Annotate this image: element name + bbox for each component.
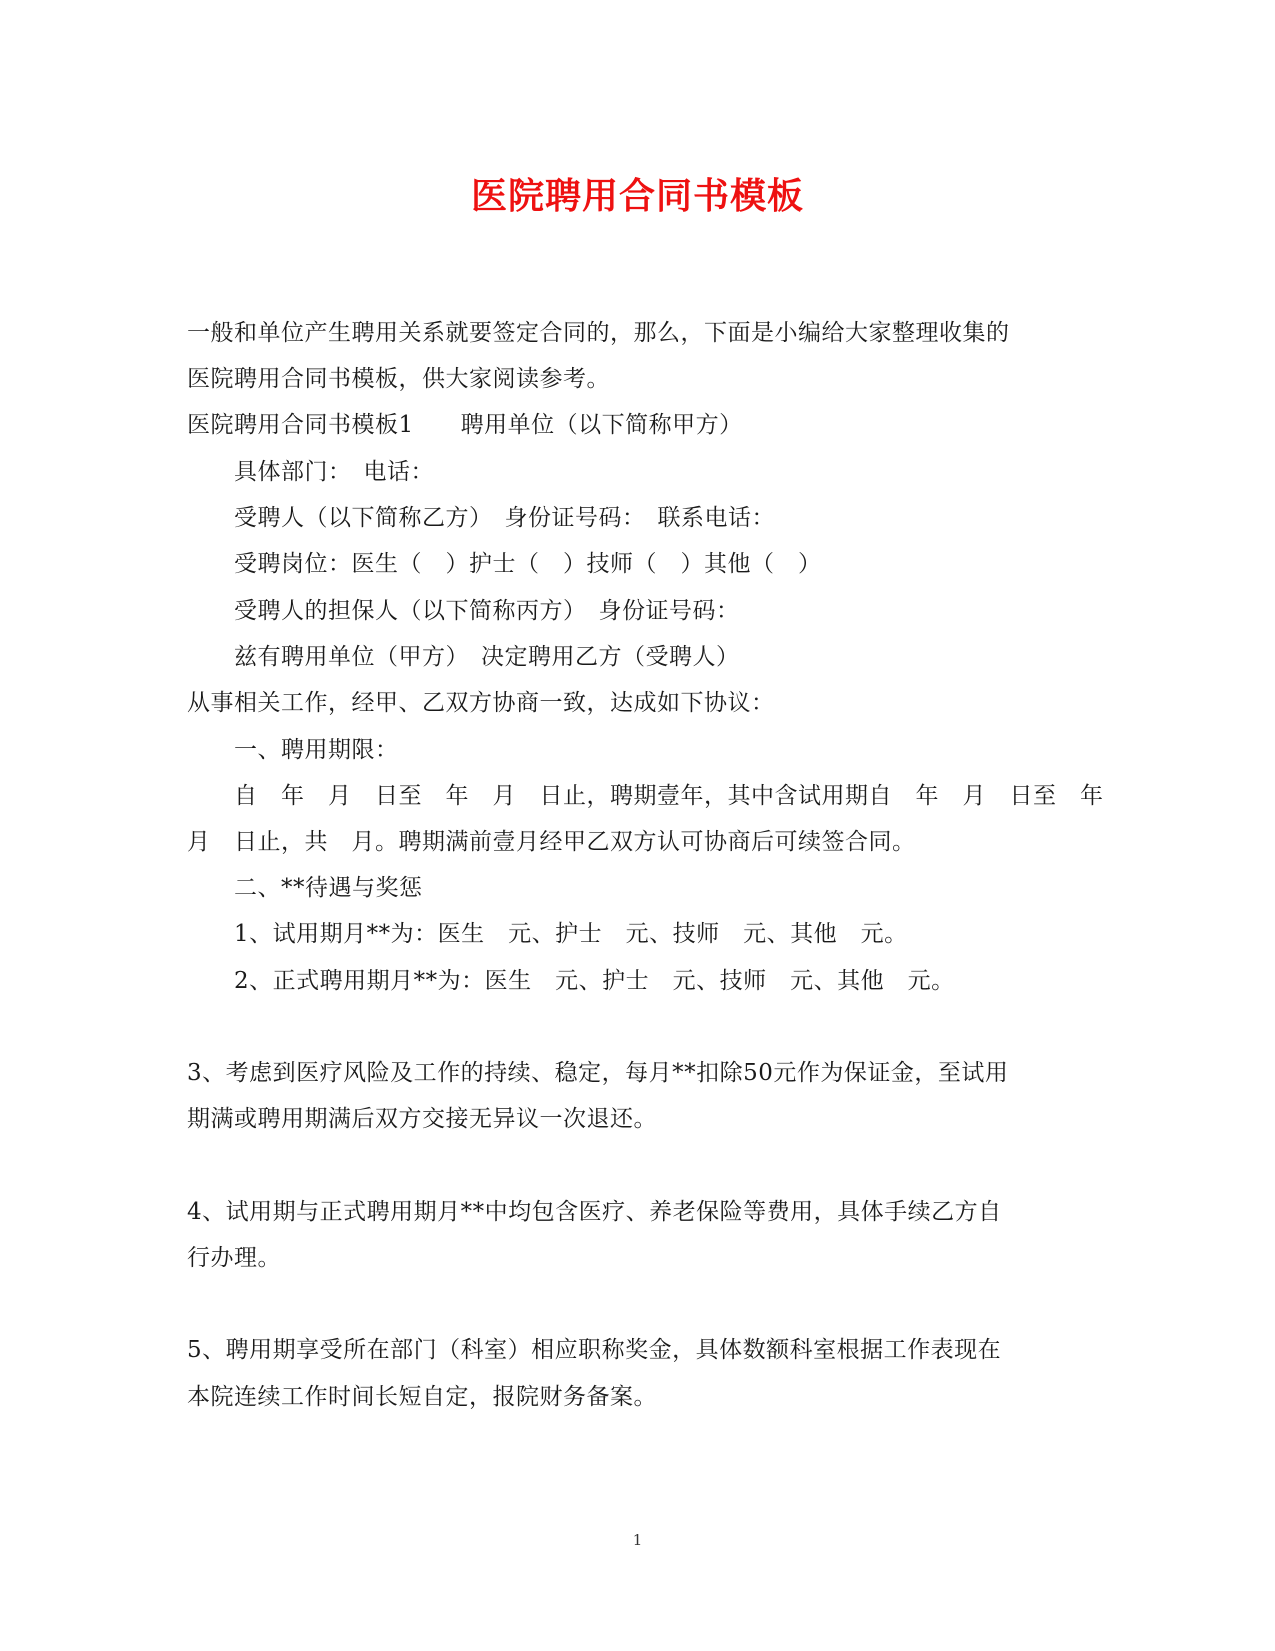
paragraph-line: 一般和单位产生聘用关系就要签定合同的，那么，下面是小编给大家整理收集的 (187, 320, 1010, 346)
document-title: 医院聘用合同书模板 (470, 175, 804, 217)
paragraph-line: 本院连续工作时间长短自定，报院财务备案。 (187, 1384, 657, 1410)
paragraph-line: 自 年 月 日至 年 月 日止，聘期壹年，其中含试用期自 年 月 日至 年 (234, 783, 1104, 809)
section-heading: 一、聘用期限： (234, 737, 399, 763)
paragraph-line: 3、考虑到医疗风险及工作的持续、稳定，每月**扣除50元作为保证金，至试用 (187, 1060, 1009, 1086)
paragraph-line: 2、正式聘用期月**为：医生 元、护士 元、技师 元、其他 元。 (234, 968, 955, 994)
paragraph-line: 行办理。 (187, 1245, 281, 1271)
paragraph-line: 受聘人（以下简称乙方） 身份证号码： 联系电话： (234, 505, 775, 531)
paragraph-line: 受聘岗位：医生（ ）护士（ ）技师（ ）其他（ ） (234, 551, 822, 577)
section-heading: 二、**待遇与奖惩 (234, 875, 423, 901)
paragraph-line: 医院聘用合同书模板，供大家阅读参考。 (187, 366, 610, 392)
paragraph-line: 具体部门： 电话： (234, 459, 434, 485)
paragraph-line: 受聘人的担保人（以下简称丙方） 身份证号码： (234, 598, 740, 624)
paragraph-line: 4、试用期与正式聘用期月**中均包含医疗、养老保险等费用，具体手续乙方自 (187, 1199, 1002, 1225)
page-number: 1 (632, 1531, 643, 1549)
paragraph-line: 1、试用期月**为：医生 元、护士 元、技师 元、其他 元。 (234, 921, 908, 947)
paragraph-line: 从事相关工作，经甲、乙双方协商一致，达成如下协议： (187, 690, 775, 716)
paragraph-line: 期满或聘用期满后双方交接无异议一次退还。 (187, 1106, 657, 1132)
paragraph-line: 月 日止，共 月。聘期满前壹月经甲乙双方认可协商后可续签合同。 (187, 829, 916, 855)
paragraph-line: 兹有聘用单位（甲方） 决定聘用乙方（受聘人） (234, 644, 740, 670)
paragraph-line: 医院聘用合同书模板1 聘用单位（以下简称甲方） (187, 412, 743, 438)
paragraph-line: 5、聘用期享受所在部门（科室）相应职称奖金，具体数额科室根据工作表现在 (187, 1337, 1002, 1363)
